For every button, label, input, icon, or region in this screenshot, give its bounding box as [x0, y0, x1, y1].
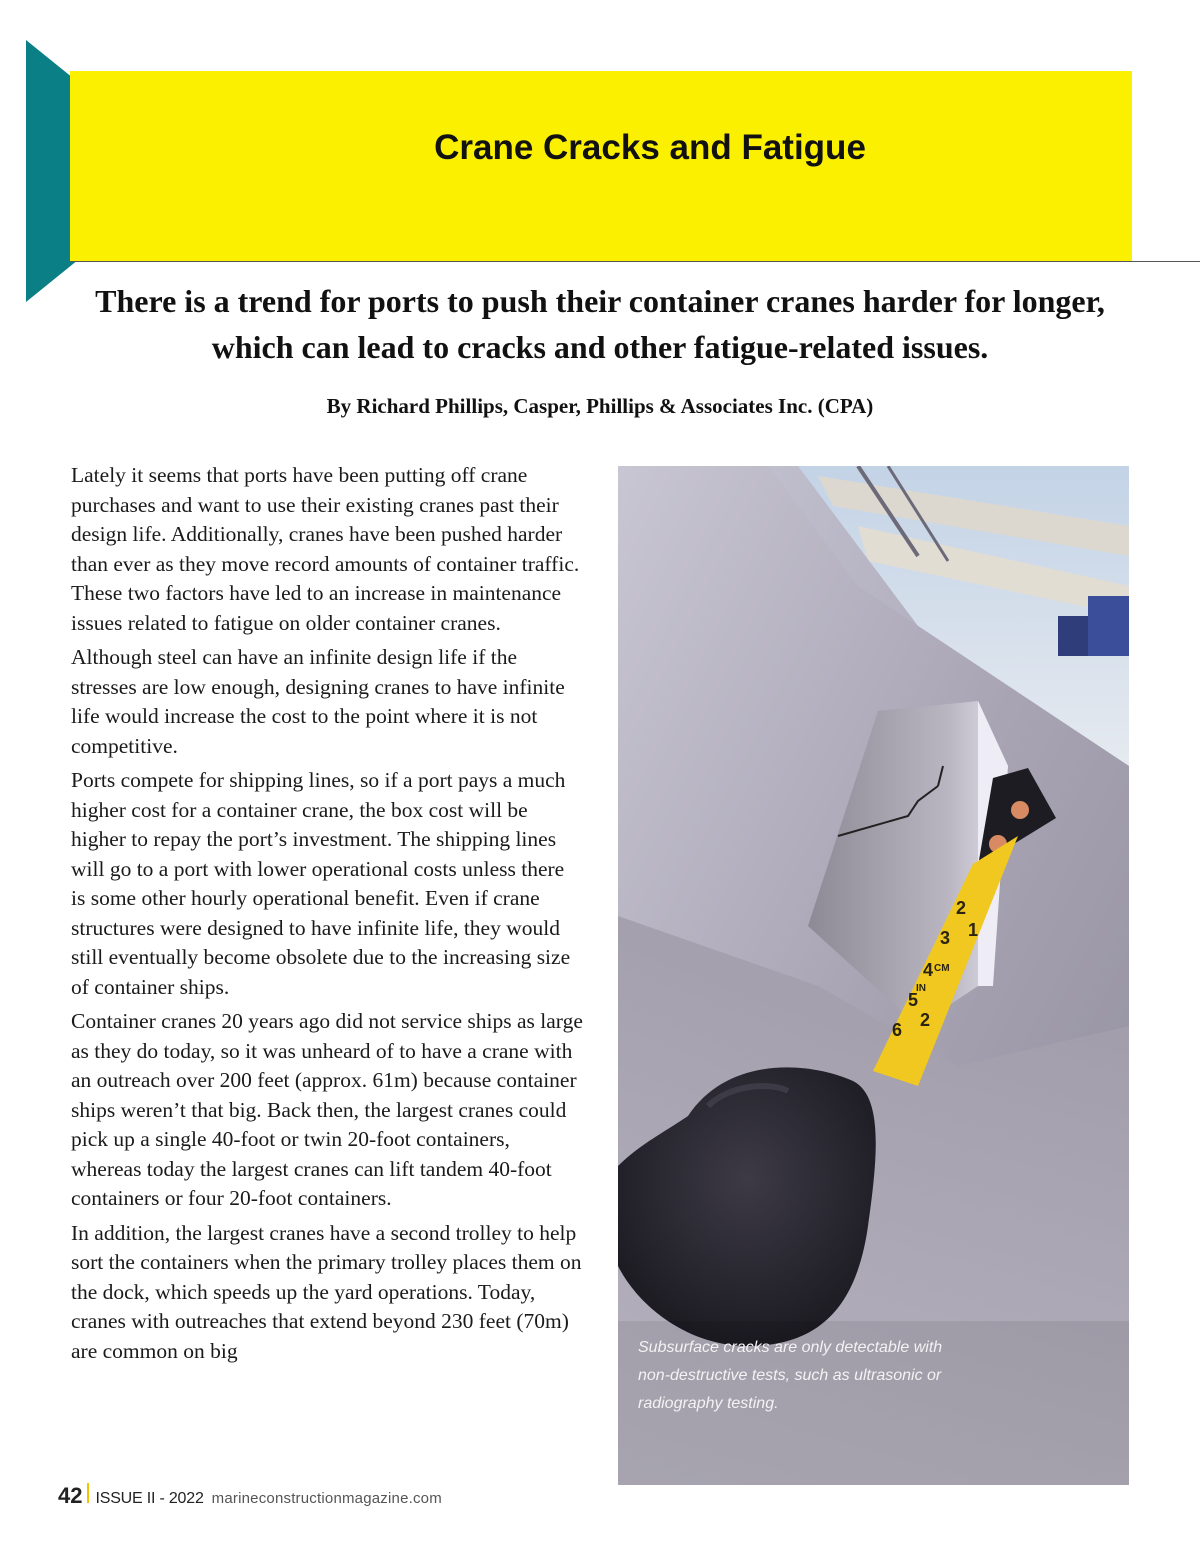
photo-illustration [618, 466, 1129, 1485]
tape-mark: CM [934, 963, 950, 974]
crane-crack-photo [618, 466, 1129, 1485]
photo-caption: Subsurface cracks are only detectable with non-destructive tests, such as ultrasonic or radiography testing. [638, 1339, 943, 1412]
tape-mark: 5 [908, 990, 919, 1010]
page-footer [58, 1483, 442, 1513]
body-paragraph: In addition, the largest cranes have a second trolley to help sort the containers when the primary trolley places them on the dock, which speeds up the yard operations. Today, cranes with outreaches that extend beyond 230 feet (70m) are common on big [71, 1220, 582, 1363]
section-title: Crane Cracks and Fatigue [434, 128, 866, 167]
body-paragraph: Lately it seems that ports have been putting off crane purchases and want to use their existing cranes past their design life. Additionally, cranes have been pushed harder than ever as they move record amounts of container traffic. These two factors have led to an increase in maintenance issues related to fatigue on older container cranes. [71, 463, 580, 635]
tape-mark: 2 [920, 1010, 931, 1030]
tape-mark: 1 [968, 920, 979, 940]
footer-divider [87, 1483, 89, 1503]
body-paragraph: Ports compete for shipping lines, so if a port pays a much higher cost for a container crane, the box cost will be higher to repay the port’s investment. The shipping lines will go to a port with lower operational costs unless there is some other hourly operational benefit. Even if crane structures were designed to have infinite life, they would still eventually become obsolete due to the increasing size of container ships. [71, 768, 571, 999]
tape-mark: 4 [923, 960, 934, 980]
issue-label: ISSUE II - 2022 [95, 1490, 204, 1507]
article-deck: There is a trend for ports to push their container cranes harder for longer, which can lead to cracks and other fatigue-related issues. [95, 283, 1105, 365]
tape-mark: IN [916, 983, 926, 994]
tape-mark: 2 [956, 898, 967, 918]
page-number: 42 [58, 1483, 83, 1508]
tape-mark: 3 [940, 928, 951, 948]
byline: By Richard Phillips, Casper, Phillips & Associates Inc. (CPA) [326, 394, 874, 418]
article-body [71, 461, 583, 1371]
body-paragraph: Although steel can have an infinite design life if the stresses are low enough, designing cranes to have infinite life would increase the cost to the point where it is not competitive. [71, 645, 565, 758]
tape-mark: 6 [892, 1020, 903, 1040]
body-paragraph: Container cranes 20 years ago did not service ships as large as they do today, so it was unheard of to have a crane with an outreach over 200 feet (approx. 61m) because container ships weren’t that big. Back then, the largest cranes could pick up a single 40-foot or twin 20-foot containers, whereas today the largest cranes can lift tandem 40-foot containers or four 20-foot containers. [71, 1009, 583, 1210]
website-link[interactable]: marineconstructionmagazine.com [211, 1490, 442, 1507]
title-rule [70, 261, 1200, 262]
